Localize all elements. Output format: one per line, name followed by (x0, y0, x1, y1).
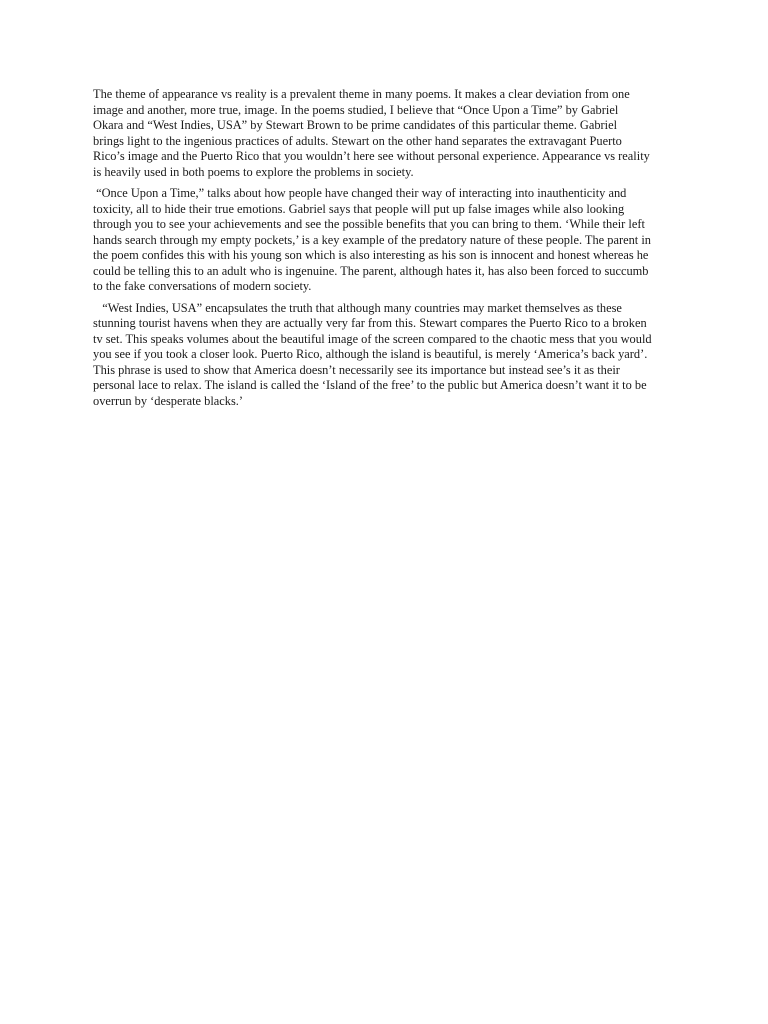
paragraph-west-indies-usa (93, 301, 680, 410)
text-line: Okara and “West Indies, USA” by Stewart Brown to be prime candidates of this particular theme. Gabriel (93, 118, 618, 132)
text-line: Rico’s image and the Puerto Rico that you wouldn’t here see without personal experience. Appearance vs reality (93, 149, 650, 163)
text-line: through you to see your achievements and see the possible benefits that you can bring to them. ‘While their left (93, 217, 645, 231)
text-line: you see if you took a closer look. Puerto Rico, although the island is beautiful, is merely ‘America’s back yard’. (93, 347, 648, 361)
paragraph-intro (93, 87, 680, 180)
text-line: stunning tourist havens when they are actually very far from this. Stewart compares the Puerto Rico to a broken (93, 316, 647, 330)
text-line: The theme of appearance vs reality is a prevalent theme in many poems. It makes a clear deviation from one (93, 87, 630, 101)
text-line: image and another, more true, image. In the poems studied, I believe that “Once Upon a Time” by Gabriel (93, 102, 619, 117)
text-line: the poem confides this with his young son which is also interesting as his son is innocent and honest whereas he (93, 248, 649, 262)
paragraph-once-upon-a-time (93, 186, 680, 295)
text-line: personal lace to relax. The island is called the ‘Island of the free’ to the public but America doesn’t want it to be (93, 378, 647, 392)
text-line: hands search through my empty pockets,’ is a key example of the predatory nature of these people. The parent in (93, 232, 651, 247)
text-line: to the fake conversations of modern society. (93, 279, 312, 293)
text-line: could be telling this to an adult who is ingenuine. The parent, although hates it, has also been forced to succumb (93, 263, 649, 278)
text-line: tv set. This speaks volumes about the beautiful image of the screen compared to the chaotic mess that you would (93, 331, 652, 346)
text-line: This phrase is used to show that America doesn’t necessarily see its importance but instead see’s it as their (93, 362, 620, 377)
text-line: is heavily used in both poems to explore the problems in society. (93, 164, 414, 179)
text-line: toxicity, all to hide their true emotions. Gabriel says that people will put up false images while also looking (93, 201, 625, 216)
text-line: overrun by ‘desperate blacks.’ (93, 393, 244, 408)
text-line: “Once Upon a Time,” talks about how people have changed their way of interacting into inauthenticity and (93, 186, 627, 200)
text-line: brings light to the ingenious practices of adults. Stewart on the other hand separates the extravagant Puerto (93, 133, 622, 148)
text-line: “West Indies, USA” encapsulates the truth that although many countries may market themselves as these (93, 300, 622, 315)
essay-body (93, 87, 680, 415)
